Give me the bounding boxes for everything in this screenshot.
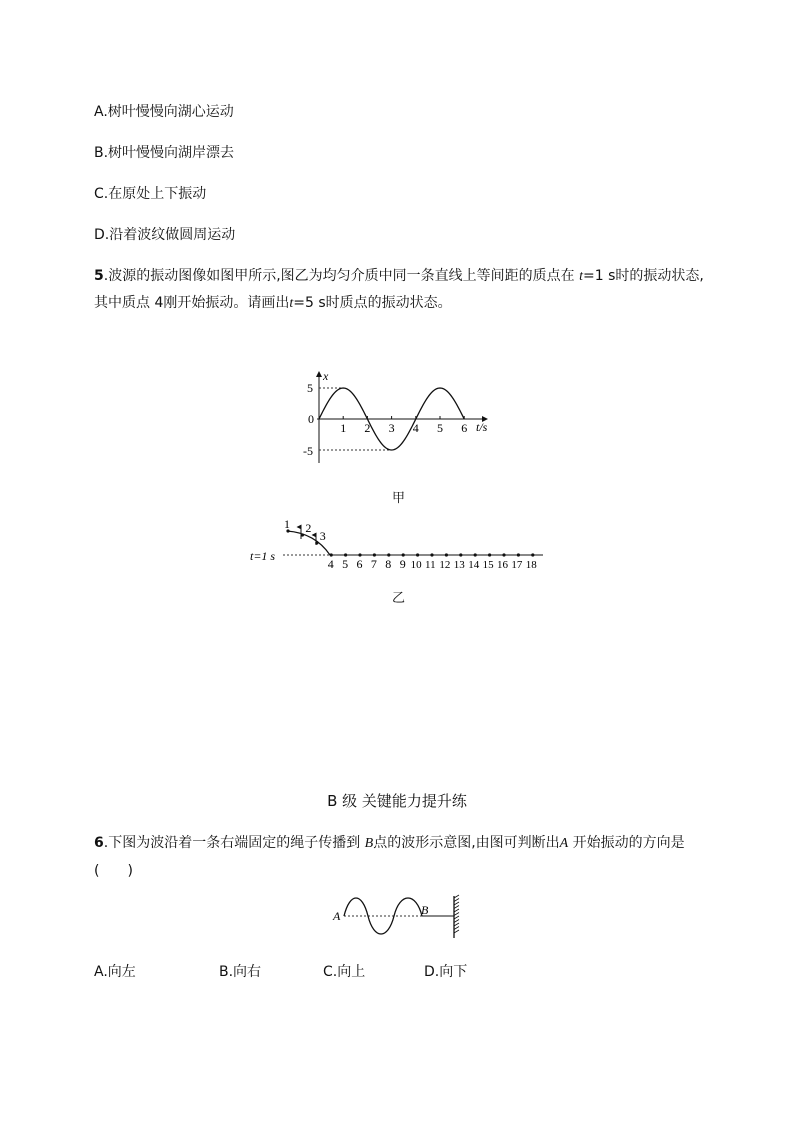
point-a-variable: A — [559, 836, 569, 851]
x-tick-label: 3 — [388, 421, 395, 435]
particle-label: 12 — [439, 559, 451, 571]
particle-label: 16 — [497, 559, 508, 571]
particle — [517, 553, 520, 556]
particle-label: 11 — [425, 559, 436, 571]
x-axis-label: t/s — [476, 420, 488, 434]
figure-caption-yi: 乙 — [392, 591, 406, 606]
particle-label: 17 — [511, 559, 523, 571]
question-text: 其中质点 4刚开始振动。请画出 — [94, 295, 290, 311]
question-number: 6 — [94, 835, 104, 851]
particle-label: 13 — [453, 559, 465, 571]
option-a: A.树叶慢慢向湖心运动 — [94, 104, 234, 120]
hatch-line — [454, 902, 459, 905]
x-tick-label: 6 — [461, 421, 468, 435]
figure-caption-jia: 甲 — [392, 491, 406, 506]
question-5-line-1 — [94, 265, 704, 285]
point-a-label: A — [333, 909, 341, 923]
question-text: .下图为波沿着一条右端固定的绳子传播到 — [103, 835, 365, 851]
time-variable: t — [579, 269, 583, 284]
particle-label: 18 — [525, 559, 537, 571]
particle — [474, 553, 477, 556]
option-d: D.向下 — [424, 964, 468, 980]
hatch-line — [454, 916, 459, 919]
hatch-line — [454, 909, 459, 912]
particle-label: 10 — [410, 559, 422, 571]
hatch-line — [454, 923, 459, 926]
y-tick-label: -5 — [303, 444, 313, 458]
time-label: t=1 s — [250, 549, 276, 563]
particle — [301, 533, 304, 536]
vibration-graph — [295, 368, 505, 468]
option-c: C.在原处上下振动 — [94, 186, 207, 202]
question-text: 开始振动的方向是 — [568, 835, 685, 851]
time-variable: t — [289, 296, 294, 311]
section-title: B 级 关键能力提升练 — [327, 792, 467, 810]
hatch-line — [454, 930, 459, 933]
hatch-line — [454, 920, 459, 923]
particle-label: 8 — [385, 557, 392, 571]
rope-wave-figure — [330, 892, 465, 944]
particle-diagram — [245, 515, 550, 573]
option-d: D.沿着波纹做圆周运动 — [94, 227, 236, 243]
hatch-line — [454, 913, 459, 916]
particle-label: 6 — [356, 557, 363, 571]
question-6-line-1 — [94, 832, 685, 852]
question-text: =5 s时质点的振动状态。 — [293, 295, 452, 311]
option-b: B.向右 — [219, 964, 262, 980]
hatch-line — [454, 906, 459, 909]
hatch-line — [454, 927, 459, 930]
particle — [416, 553, 419, 556]
particle-label: 9 — [399, 557, 406, 571]
hatch-line — [454, 899, 459, 902]
point-b-variable: B — [364, 836, 374, 851]
question-number: 5 — [94, 268, 104, 284]
particle-label: 1 — [284, 517, 290, 531]
question-text: 点的波形示意图,由图可判断出 — [373, 835, 560, 851]
particle — [531, 553, 534, 556]
option-c: C.向上 — [323, 964, 366, 980]
x-tick-label: 5 — [437, 421, 443, 435]
question-text: .波源的振动图像如图甲所示,图乙为均匀介质中同一条直线上等间距的质点在 — [103, 268, 580, 284]
hatch-line — [454, 895, 459, 898]
y-axis-label: x — [323, 369, 329, 383]
y-tick-label: 0 — [308, 412, 314, 426]
wall-hatch — [454, 895, 459, 933]
particle-label: 2 — [305, 521, 312, 535]
y-tick-label: 5 — [307, 381, 313, 395]
rope-wave — [344, 898, 422, 934]
particle-label: 14 — [468, 559, 480, 571]
particle-label: 5 — [342, 557, 349, 571]
particle — [459, 553, 462, 556]
particle-label: 7 — [370, 557, 377, 571]
option-a: A.向左 — [94, 964, 136, 980]
particle-label: 4 — [327, 557, 334, 571]
particle — [315, 541, 318, 544]
particle — [488, 553, 491, 556]
particle-label: 15 — [482, 559, 494, 571]
x-tick-label: 4 — [412, 421, 419, 435]
option-b: B.树叶慢慢向湖岸漂去 — [94, 145, 235, 161]
x-tick-label: 2 — [364, 421, 371, 435]
particle-label: 3 — [319, 529, 326, 543]
question-5-line-2 — [94, 292, 452, 312]
question-text: =1 s时的振动状态, — [583, 268, 704, 284]
answer-blank: ( ) — [94, 863, 133, 879]
particle — [502, 553, 505, 556]
particle — [430, 553, 433, 556]
particle — [445, 553, 448, 556]
point-b-label: B — [421, 903, 429, 917]
x-tick-label: 1 — [340, 421, 347, 435]
particles — [284, 517, 537, 571]
